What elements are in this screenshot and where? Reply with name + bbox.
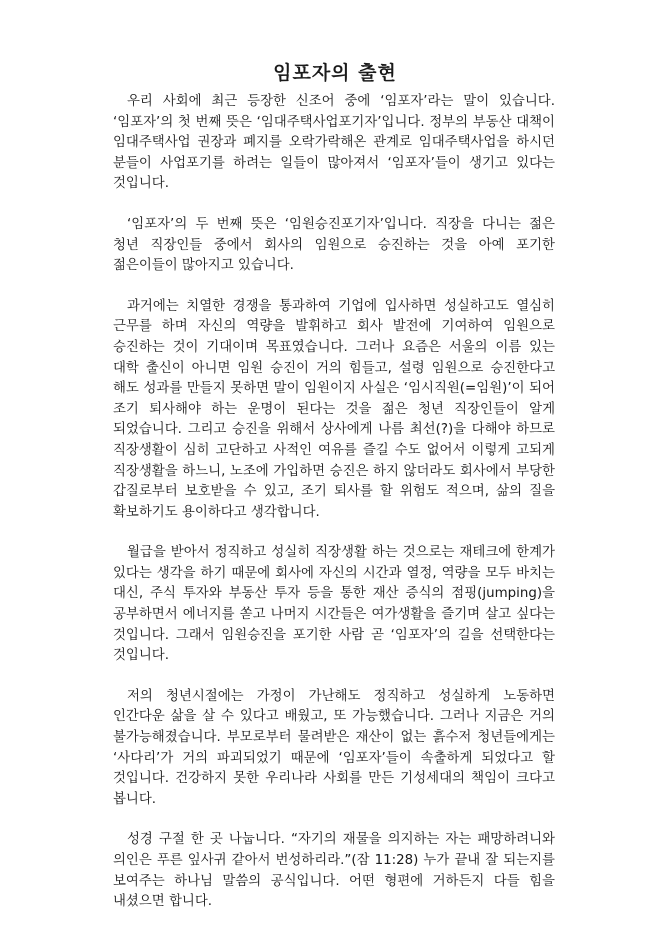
document-title: 임포자의 출현 [273, 62, 397, 84]
paragraph-2: ‘임포자’의 두 번째 뜻은 ‘임원승진포기자’입니다. 직장을 다니는 젊은 청년 직장인들 중에서 회사의 임원으로 승진하는 것을 아예 포기한 젊은이들이 많아지고 있습니다. [113, 216, 555, 274]
paragraph-4: 월급을 받아서 정직하고 성실히 직장생활 하는 것으로는 재테크에 한계가 있다는 생각을 하기 때문에 회사에 자신의 시간과 열정, 역량을 모두 바치는 대신, 주식 투자와 부동산 투자 등을 통한 재산 증식의 점핑(jumping)을 공부하면서 에너지를 쏟고 나머지 시간들은 여가생활을 즐기며 살고 싶다는 것입니다. 그래서 임원승진을 포기한 사람 곧 ‘임포자’의 길을 선택한다는 것입니다. [113, 545, 555, 664]
paragraph-5: 저의 청년시절에는 가정이 가난해도 정직하고 성실하게 노동하면 인간다운 삶을 살 수 있다고 배웠고, 또 가능했습니다. 그러나 지금은 거의 불가능해졌습니다. 부모로부터 물려받은 재산이 없는 흙수저 청년들에게는 ‘사다리’가 거의 파괴되었기 때문에 ‘임포자’들이 속출하게 되었다고 할 것입니다. 건강하지 못한 우리나라 사회를 만든 기성세대의 책임이 크다고 봅니다. [113, 688, 555, 807]
document-body [113, 92, 555, 933]
paragraph-3: 과거에는 치열한 경쟁을 통과하여 기업에 입사하면 성실하고도 열심히 근무를 하며 자신의 역량을 발휘하고 회사 발전에 기여하여 임원으로 승진하는 것이 기대이며 목표였습니다. 그러나 요즘은 서울의 이름 있는 대학 출신이 아니면 임원 승진이 거의 힘들고, 설령 임원으로 승진한다고 해도 성과를 만들지 못하면 말이 임원이지 사실은 ‘임시직원(=임원)’이 되어 조기 퇴사해야 하는 운명이 된다는 것을 젊은 청년 직장인들이 알게 되었습니다. 그리고 승진을 위해서 상사에게 나름 최선(?)을 다해야 하므로 직장생활이 심히 고단하고 사적인 여유를 즐길 수도 없어서 이렇게 고되게 직장생활을 하느니, 노조에 가입하면 승진은 하지 않더라도 회사에서 부당한 갑질로부터 보호받을 수 있고, 조기 퇴사를 할 위험도 적으며, 삶의 질을 확보하기도 용이하다고 생각합니다. [113, 298, 555, 520]
paragraph-6: 성경 구절 한 곳 나눕니다. “자기의 재물을 의지하는 자는 패망하려니와 의인은 푸른 잎사귀 같아서 번성하리라.”(잠 11:28) 누가 끝내 잘 되는지를 보여주는 하나님 말씀의 공식입니다. 어떤 형편에 거하든지 다들 힘을 내셨으면 합니다. [113, 832, 555, 910]
paragraph-1: 우리 사회에 최근 등장한 신조어 중에 ‘임포자’라는 말이 있습니다. ‘임포자’의 첫 번째 뜻은 ‘임대주택사업포기자’입니다. 정부의 부동산 대책이 임대주택사업 권장과 폐지를 오락가락해온 관계로 임대주택사업을 하시던 분들이 사업포기를 하려는 일들이 많아져서 ‘임포자’들이 생기고 있다는 것입니다. [113, 94, 555, 192]
